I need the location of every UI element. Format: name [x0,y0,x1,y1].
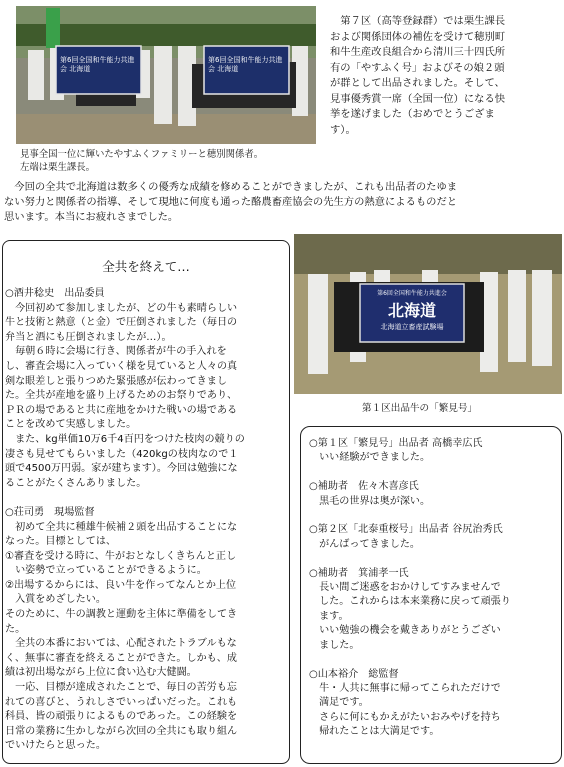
yasufuku-family-photo [16,6,316,144]
top-banner-left: 第6回全国和牛能力共進会 北海道 [60,56,135,73]
panel-title: 全共を終えて… [102,259,190,274]
top-banner-right: 第6回全国和牛能力共進会 北海道 [208,56,283,73]
right-banner-line3: 北海道立畜産試験場 [380,323,444,331]
intro-paragraph: 今回の全共で北海道は数多くの優秀な成績を修めることができましたが、これも出品者のたゆま ない努力と関係者の指導、そして現地に何度も通った酪農畜産協会の先生方の熱意によるものだと 思います。本当にお疲れさまでした。 [4,181,458,223]
top-photo [16,6,316,144]
top-photo-caption: 見事全国一位に輝いたやすふくファミリーと穂別関係者。 左端は栗生課長。 [20,149,264,173]
right-banner-line1: 第6回全国和牛能力共進会 [377,290,447,297]
left-panel-body: ○酒井稔史 出品委員 今回初めて参加しましたが、どの牛も素晴らしい 牛と技術と熱意（と金）で圧倒されました（毎日の 弁当と酒にも圧倒されましたが…）。 毎朝６時に会場に行き、関係者が牛の手入れを し、審査会場に入っていく様を見ていると人々の真 剣な眼差しと張りつめた緊張感が伝わってきまし た。全共が産地を盛り上げるためのお祭りであり、 ＰＲの場であると共に産地をかけた戦いの場である ことを改めて実感しました。 また、kg単価10万6千4百円をつけた枝肉の競りの 凄さも見せてもらいました（420kgの枝肉なので１ 頭で4500万円弱。家が建ちます）。今回は勉強にな ることがたくさんありました。 ○荘司勇 現場監督 初めて全共に種雄牛候補２頭を出品することにな なった。目標としては、 ①審査を受ける時に、牛がおとなしくきちんと正し い姿勢で立っていることができるように。 ②出場するからには、良い牛を作ってなんとか上位 入賞をめざしたい。 そのために、牛の調教と運動を主体に準備をしてき た。 全共の本番においては、心配されたトラブルもな く、無事に審査を終えることができた。しかも、成 績は初出場ながら上位に食い込む大健闘。 一応、目標が達成されたことで、毎日の苦労も忘 れての喜びと、うれしさでいっぱいだった。これも 科員、皆の頑張りによるものであった。この経験を 日常の業務に生かしながら次回の全共にも取り組ん でいけたらと思った。 [5,288,245,752]
right-banner-line2: 北海道 [387,301,436,320]
right-photo-caption: 第１区出品牛の「繁見号」 [362,403,478,414]
reflection-panel-right [300,426,562,764]
right-photo [294,234,562,394]
reflection-panel-left [2,240,290,764]
right-panel-body: ○第１区「繁見号」出品者 高橋幸広氏 いい経験ができました。 ○補助者 佐々木喜彦氏 黒毛の世界は奥が深い。 ○第２区「北泰重桜号」出品者 谷尻治秀氏 がんばってきました。 ○補助者 箕浦孝一氏 長い間ご迷惑をおかけしてすみませんで した。これからは本来業務に戻って頑張り ます。 いい勉強の機会を戴きありがとうござい ました。 ○山本裕介 総監督 牛・人共に無事に帰ってこられただけで 満足です。 さらに何にもかえがたいおみやげを持ち 帰れたことは大満足です。 [309,438,511,738]
top-paragraph: 第７区（高等登録群）では栗生課長 および関係団体の補佐を受けて穂別町 和牛生産改良組合から清川三十四氏所 有の「やすふく号」およびその娘２頭 が群として出品されました。そして、 見事優秀賞一席（全国一位）になる快 挙を遂げました（おめでとうござま す）。 [330,15,506,136]
